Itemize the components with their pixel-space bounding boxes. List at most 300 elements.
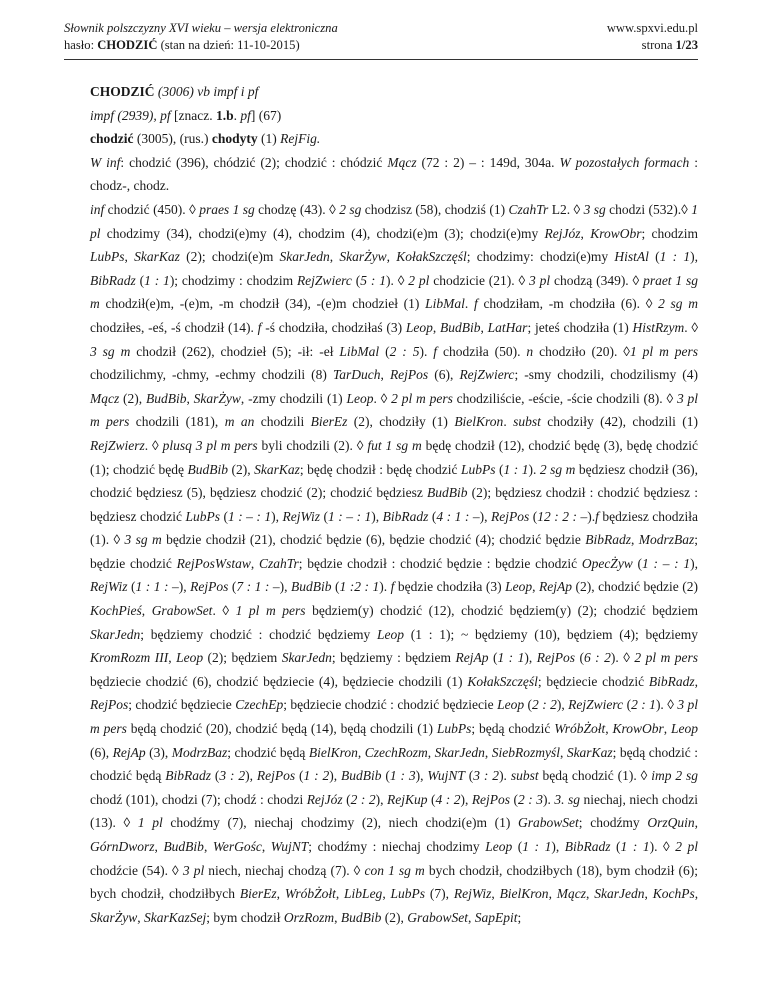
text-run: RejZwierc <box>568 697 624 713</box>
text-run: f <box>595 508 599 524</box>
text-run: . <box>503 414 514 430</box>
text-run: BudBib <box>440 319 481 335</box>
text-run: ( <box>228 579 237 595</box>
text-run: BibRadz <box>90 272 136 288</box>
text-run: BudBib <box>291 579 332 595</box>
text-run: SkarKazSej <box>144 909 207 925</box>
text-run: , <box>480 319 488 335</box>
text-run: BielKron <box>499 886 549 902</box>
text-run: chodzicie (21). ◊ <box>429 272 530 288</box>
text-run: WróbŻołt <box>284 886 336 902</box>
text-run: 5 : 1 <box>360 272 386 288</box>
text-run: BibRadz <box>165 768 211 784</box>
text-run: ( <box>632 555 643 571</box>
text-run: , <box>276 886 285 902</box>
text-run: , <box>427 744 435 760</box>
text-run: . ◊ <box>212 603 236 619</box>
text-run: BierEz <box>310 414 348 430</box>
text-run: praet 1 sg m <box>90 272 699 312</box>
text-run: 4 : 1 : – <box>436 508 480 524</box>
text-run: RejWiz <box>453 886 492 902</box>
text-run: 3 sg <box>583 201 606 217</box>
text-run: 1 : – : 1 <box>227 508 272 524</box>
text-run: SkarJedn <box>90 626 141 642</box>
text-run: . ◊ <box>144 437 163 453</box>
entry-aspect <box>90 104 698 128</box>
header-left <box>64 20 338 54</box>
text-run: ). <box>543 791 555 807</box>
text-run: będę chodził (12), chodzić będę (3), będę chodzić (1); chodzić będę <box>90 437 699 477</box>
text-run: ; będziecie chodzić : chodzić będziecie <box>283 697 498 713</box>
text-run: LibMal <box>339 343 380 359</box>
text-run: Mącz <box>556 886 587 902</box>
text-run: , <box>694 886 699 902</box>
text-run: f <box>390 579 395 595</box>
text-run: 3 pl <box>529 272 551 288</box>
text-run: KrowObr <box>590 225 642 241</box>
text-run: 3 sg m <box>124 532 162 548</box>
text-run: , <box>380 367 390 383</box>
text-run: fut 1 sg m <box>367 437 422 453</box>
text-run: RejPosWstaw <box>176 555 251 571</box>
text-run: ; chodzić będziecie <box>128 697 236 713</box>
text-run: Leop <box>497 697 525 713</box>
text-run: , <box>141 603 152 619</box>
text-run: 6 : 2 <box>583 650 611 666</box>
entry-date: (stan na dzień: 11-10-2015) <box>157 38 300 52</box>
text-run: ), <box>479 508 491 524</box>
text-run: ; chodzić będą <box>227 744 309 760</box>
text-run: byli chodzili (2). ◊ <box>257 437 368 453</box>
text-run: , <box>137 909 144 925</box>
text-run: f <box>473 296 478 312</box>
entry-body <box>90 80 698 929</box>
text-run: WujNT <box>270 839 309 854</box>
text-run: OpecŻyw <box>581 555 633 571</box>
text-run: SkarŻyw <box>193 390 241 406</box>
text-run: ( <box>342 791 351 807</box>
text-run: ( <box>510 791 519 807</box>
text-run: ( <box>428 508 437 524</box>
text-run: , <box>548 886 557 902</box>
text-run: CzechEp <box>235 697 284 713</box>
text-run: będą chodzić (1). ◊ <box>538 768 652 784</box>
text-run: KołakSzczęśl <box>396 249 467 265</box>
text-run: ; będą chodzić <box>471 721 555 737</box>
text-run: RejPos <box>490 508 530 524</box>
text-run: [znacz. <box>174 107 216 123</box>
text-run: Mącz <box>387 154 417 170</box>
text-run: BudBib <box>340 909 382 925</box>
text-run: 3. sg <box>554 791 580 807</box>
text-run: ; będziemy chodzić : chodzić będziemy <box>140 626 378 642</box>
text-run: RejAp <box>538 579 572 595</box>
text-run: W inf <box>90 154 121 170</box>
text-run: WerGośc <box>212 839 262 854</box>
text-run: 3 pl <box>182 862 205 878</box>
text-run: Leop <box>505 579 533 595</box>
text-run: TarDuch <box>332 367 381 383</box>
text-run: plusq 3 pl m pers <box>162 437 258 453</box>
text-run: ( <box>648 249 660 265</box>
text-run: HistAl <box>614 249 649 265</box>
text-run: , <box>186 390 194 406</box>
text-run: . ◊ <box>373 390 392 406</box>
text-run: , <box>357 744 365 760</box>
text-run: 3 sg m <box>90 343 131 359</box>
text-run: GórnDworz <box>90 839 155 854</box>
text-run: 3 : 2 <box>219 768 246 784</box>
text-run: RejZwierc <box>296 272 352 288</box>
header-divider <box>64 59 698 60</box>
text-run: , <box>382 886 391 902</box>
text-run: RejPos <box>256 768 296 784</box>
text-run: bych chodził, chodziłbych (18), bym chodził (6); bych chodził, chodziłbych <box>90 862 698 902</box>
text-run: 1 : 1 <box>497 650 525 666</box>
text-run: chodyty <box>211 131 258 147</box>
text-run: chodzili <box>254 414 311 430</box>
text-run: L2. ◊ <box>548 201 584 217</box>
text-run: ( <box>210 768 220 784</box>
text-run: SkarJedn <box>279 249 330 265</box>
text-run: CHODZIĆ <box>90 84 155 99</box>
text-run: RejZwierz <box>90 437 145 453</box>
text-run: , <box>694 815 698 831</box>
text-run: ), <box>524 650 537 666</box>
entry-inflection <box>90 198 698 929</box>
text-run: ( <box>464 768 474 784</box>
text-run: ), <box>245 768 257 784</box>
text-run: będzie chodziła (3) <box>394 579 506 595</box>
text-run: BibRadz <box>585 532 631 548</box>
text-run: , <box>532 579 539 595</box>
text-run: , <box>468 909 475 925</box>
text-run: , <box>335 886 345 902</box>
text-run: RejAp <box>455 650 489 666</box>
text-run: 2 pl m pers <box>634 650 699 666</box>
text-run: chodził (262), chodzieł (5); -ił: -eł <box>130 343 340 359</box>
text-run: ( <box>135 272 145 288</box>
headword-label: hasło: <box>64 38 98 52</box>
text-run: m an <box>224 414 255 430</box>
text-run: LibLeg <box>344 886 383 902</box>
text-run: ( <box>529 508 538 524</box>
text-run: RejPos <box>90 697 129 713</box>
text-run: , <box>586 886 595 902</box>
text-run: będzie chodził (21), chodzić będzie (6), będzie chodzić (4); chodzić będzie <box>161 532 586 548</box>
text-run: Leop <box>377 626 405 642</box>
text-run: , <box>580 225 591 241</box>
text-run: BudBib <box>341 768 382 784</box>
text-run: , <box>663 721 672 737</box>
text-run: . <box>464 296 474 312</box>
text-run: ; -smy chodzili, chodzilismy (4) <box>514 367 699 383</box>
text-run: , <box>329 249 340 265</box>
text-run: , <box>154 839 164 854</box>
text-run: ; chodźmy : niechaj chodzimy <box>308 839 486 854</box>
text-run: chodziłam, -m chodziła (6). ◊ <box>477 296 659 312</box>
text-run: ; będziemy : będziem <box>331 650 456 666</box>
text-run: ) <box>204 131 212 147</box>
text-run: 1 pl <box>90 201 698 241</box>
text-run: 3 pl m pers <box>90 697 698 737</box>
text-run: SkarJedn <box>281 650 332 666</box>
text-run: : chodz-, chodz. <box>90 154 698 194</box>
text-run: . <box>233 107 241 123</box>
text-run: RejJóz <box>306 791 343 807</box>
text-run: SkarJedn <box>594 886 645 902</box>
text-run: będziesz chodził (36), chodzić będziesz (5), będziesz chodzić (2); chodzić będziesz <box>90 461 699 501</box>
text-run: ). <box>419 343 434 359</box>
text-run: , <box>605 721 613 737</box>
text-run: chodzilichmy, -chmy, -echmy chodzili (8) <box>90 367 333 383</box>
text-run: CzahTr <box>258 555 299 571</box>
text-run: ), <box>271 508 283 524</box>
text-run: RejWiz <box>90 579 128 595</box>
text-run: LubPs <box>90 249 125 265</box>
text-run: 2 : 3 <box>518 791 544 807</box>
text-run: ( <box>295 768 304 784</box>
text-run: ] (67) <box>250 107 282 123</box>
text-run: chodzimy (34), chodzi(e)my (4), chodzim (4), chodzi(e)m (3); chodzi(e)my <box>100 225 545 241</box>
text-run: ). ◊ <box>386 272 409 288</box>
text-run: BibRadz <box>648 673 695 689</box>
text-run: (6), <box>428 367 460 383</box>
text-run: RejPos <box>471 791 511 807</box>
text-run: ), <box>375 791 387 807</box>
text-run: imp 2 sg <box>651 768 698 784</box>
text-run: ; będzie chodzić <box>90 532 699 571</box>
text-run: BudBib <box>187 461 228 477</box>
text-run: 2 : 1 <box>631 697 656 713</box>
text-run: Leop <box>176 650 204 666</box>
text-run: , <box>261 839 271 854</box>
text-run: chodzić <box>90 131 134 147</box>
text-run: (6), <box>90 744 113 760</box>
text-run: LubPs <box>461 461 496 477</box>
text-run: chodzą (349). ◊ <box>550 272 644 288</box>
text-run: -ś chodziła, chodziłaś (3) <box>261 319 406 335</box>
text-run: BudBib <box>163 839 204 854</box>
text-run: będziesz chodziła (1). ◊ <box>90 508 699 548</box>
text-run: ; będę chodził : będę chodzić <box>299 461 462 477</box>
text-run: chodzi (532).◊ <box>605 201 692 217</box>
text-run: KołakSzczęśl <box>467 673 538 689</box>
text-run: ( <box>331 579 340 595</box>
text-run: (72 : 2) – : 149d, 304a. <box>416 154 560 170</box>
text-run: 2 : 2 <box>350 791 376 807</box>
text-run: WujNT <box>427 768 465 784</box>
text-run: (2), chodzić będzie (2) <box>571 579 699 595</box>
text-run: (2), <box>381 909 408 925</box>
text-run: LubPs <box>390 886 426 902</box>
text-run: 1 : – : 1 <box>328 508 372 524</box>
text-run: , <box>334 909 341 925</box>
text-run: 2 : 5 <box>389 343 420 359</box>
text-run: 2 sg <box>339 201 362 217</box>
text-run: RejAp <box>112 744 146 760</box>
text-run: , <box>559 744 567 760</box>
text-run: . ◊ <box>684 319 699 335</box>
text-run: KrowObr <box>612 721 664 737</box>
text-run: Mącz <box>90 390 120 406</box>
text-run: BielKron <box>454 414 504 430</box>
text-run: Leop <box>405 319 433 335</box>
text-run: niech, niechaj chodzą (7). ◊ <box>204 862 365 878</box>
text-run: RejPos <box>389 367 429 383</box>
text-run: subst <box>513 414 541 430</box>
text-run: Leop <box>346 390 374 406</box>
text-run: ( <box>575 650 584 666</box>
text-run: ), <box>690 555 699 571</box>
text-run: 1 pl m pers <box>629 343 699 359</box>
text-run: praes 1 sg <box>199 201 255 217</box>
text-run: 7 : 1 : – <box>236 579 280 595</box>
text-run: SkarKaz <box>254 461 300 477</box>
text-run: , <box>250 555 259 571</box>
text-run: , <box>694 673 698 689</box>
text-run: ). ◊ <box>610 650 635 666</box>
text-run: inf <box>90 201 105 217</box>
text-run: ( <box>381 768 390 784</box>
text-run: 2 sg m <box>658 296 699 312</box>
text-run: (3), <box>145 744 172 760</box>
text-run: KochPieś <box>90 603 142 619</box>
text-run: chodź (101), chodzi (7); chodź : chodzi <box>90 791 307 807</box>
text-run: 1 : – : 1 <box>642 555 691 571</box>
text-run: ( <box>623 697 632 713</box>
text-run: ( <box>512 839 523 854</box>
text-run: 1 : 3 <box>389 768 416 784</box>
text-run: Leop <box>671 721 699 737</box>
text-run: ; będzie chodził : chodzić będzie : będzie chodzić <box>298 555 582 571</box>
text-run: ; chodzimy: chodzi(e)my <box>466 249 615 265</box>
text-run: 12 : 2 : – <box>537 508 588 524</box>
text-run: 1 pl <box>137 815 163 831</box>
text-run: będą chodzić (20), chodzić będą (14), będą chodzili (1) <box>126 721 437 737</box>
text-run: ( <box>427 791 436 807</box>
text-run: , <box>168 650 177 666</box>
text-run: chodźcie (54). ◊ <box>90 862 183 878</box>
text-run: ; będziecie chodzić <box>537 673 649 689</box>
site-url[interactable]: www.spxvi.edu.pl <box>606 21 698 35</box>
text-run: ), <box>329 768 342 784</box>
text-run: BibRadz <box>564 839 611 854</box>
text-run: 1 : 1 <box>659 249 691 265</box>
text-run: (2), chodziły (1) <box>347 414 455 430</box>
text-run: (2), <box>227 461 255 477</box>
text-run: BudBib <box>145 390 187 406</box>
text-run: ). <box>379 579 391 595</box>
text-run: BierEz <box>239 886 277 902</box>
text-run: chodziła (50). <box>437 343 527 359</box>
text-run: ( <box>351 272 361 288</box>
text-run: , <box>203 839 213 854</box>
text-run: 1 : 1 <box>620 839 650 854</box>
entry-spelling <box>90 151 698 198</box>
text-run: impf (2939), pf <box>90 107 174 123</box>
text-run: chodziłes, -eś, -ś chodził (14). <box>90 319 258 335</box>
text-run: SiebRozmyśl <box>491 744 560 760</box>
text-run: RejPos <box>190 579 229 595</box>
text-run: f <box>433 343 438 359</box>
text-run: chodzili (181), <box>129 414 225 430</box>
text-run: chodziły (42), chodzili (1) <box>540 414 699 430</box>
text-run: ( <box>320 508 329 524</box>
text-run: ; będą chodzić : chodzić będą <box>90 744 698 784</box>
text-run: ; bym chodził <box>206 909 284 925</box>
text-run: 2 pl <box>408 272 430 288</box>
text-run: (2); chodzi(e)m <box>179 249 280 265</box>
text-run: (7), <box>425 886 454 902</box>
text-run: RejWiz <box>282 508 321 524</box>
page-number: 1/23 <box>675 38 698 52</box>
text-run: RejZwierc <box>459 367 515 383</box>
text-run: ). ◊ <box>649 839 676 854</box>
text-run: CzahTr <box>508 201 549 217</box>
text-run: ( <box>610 839 621 854</box>
text-run: ( <box>524 697 533 713</box>
text-run: ), <box>371 508 383 524</box>
text-run: RejJóz <box>544 225 581 241</box>
text-run: BielKron <box>308 744 358 760</box>
text-run: , <box>644 886 653 902</box>
text-run: KromRozm III <box>90 650 169 666</box>
text-run: 1 : 1 <box>503 461 529 477</box>
text-run: 3 : 2 <box>473 768 500 784</box>
text-run: 1 :2 : 1 <box>339 579 380 595</box>
text-run: ), <box>415 768 428 784</box>
text-run: chodźmy (7), niechaj chodzimy (2), niech chodzi(e)m (1) <box>162 815 519 831</box>
text-run: 1 : 2 <box>303 768 330 784</box>
text-run: 1 pl m pers <box>235 603 306 619</box>
text-run: , <box>386 249 397 265</box>
text-run: GrabowSet <box>151 603 213 619</box>
text-run: ; jeteś chodziła (1) <box>527 319 633 335</box>
text-run: (1 : 1); ~ będziemy (10), będziem (4); będziemy <box>404 626 698 642</box>
entry-headline <box>90 80 698 104</box>
text-run: ), <box>460 791 472 807</box>
text-run: ( <box>495 461 504 477</box>
text-run: 2 pl <box>675 839 699 854</box>
entry-variants <box>90 127 698 151</box>
text-run: chodzić (450). ◊ <box>104 201 200 217</box>
text-run: f <box>257 319 262 335</box>
text-run: 1 : 1 : – <box>135 579 179 595</box>
text-run: BibRadz <box>382 508 429 524</box>
text-run: ); chodzimy : chodzim <box>169 272 297 288</box>
text-run: HistRzym <box>632 319 685 335</box>
dictionary-title: Słownik polszczyzny XVI wieku – wersja elektroniczna <box>64 21 338 35</box>
entry-headword-line <box>64 37 338 54</box>
text-run: ; chodzim <box>641 225 698 241</box>
text-run: WróbŻołt <box>554 721 606 737</box>
text-run: KochPs <box>652 886 695 902</box>
text-run: chodzisz (58), chodziś (1) <box>361 201 509 217</box>
text-run: Leop <box>485 839 513 854</box>
header-right <box>607 20 698 54</box>
text-run: ), <box>690 249 698 265</box>
text-run: ), <box>279 579 291 595</box>
text-run: ( <box>379 343 390 359</box>
text-run: LubPs <box>185 508 220 524</box>
text-run: : chodzić (396), chódzić (2); chodzić : chódzić <box>120 154 388 170</box>
text-run: chodziło (20). ◊ <box>533 343 630 359</box>
text-run: ( <box>488 650 498 666</box>
text-run: ; chodźmy <box>578 815 648 831</box>
text-run: , <box>432 319 441 335</box>
text-run: chodziliście, -eście, -ście chodzili (8). ◊ <box>452 390 677 406</box>
